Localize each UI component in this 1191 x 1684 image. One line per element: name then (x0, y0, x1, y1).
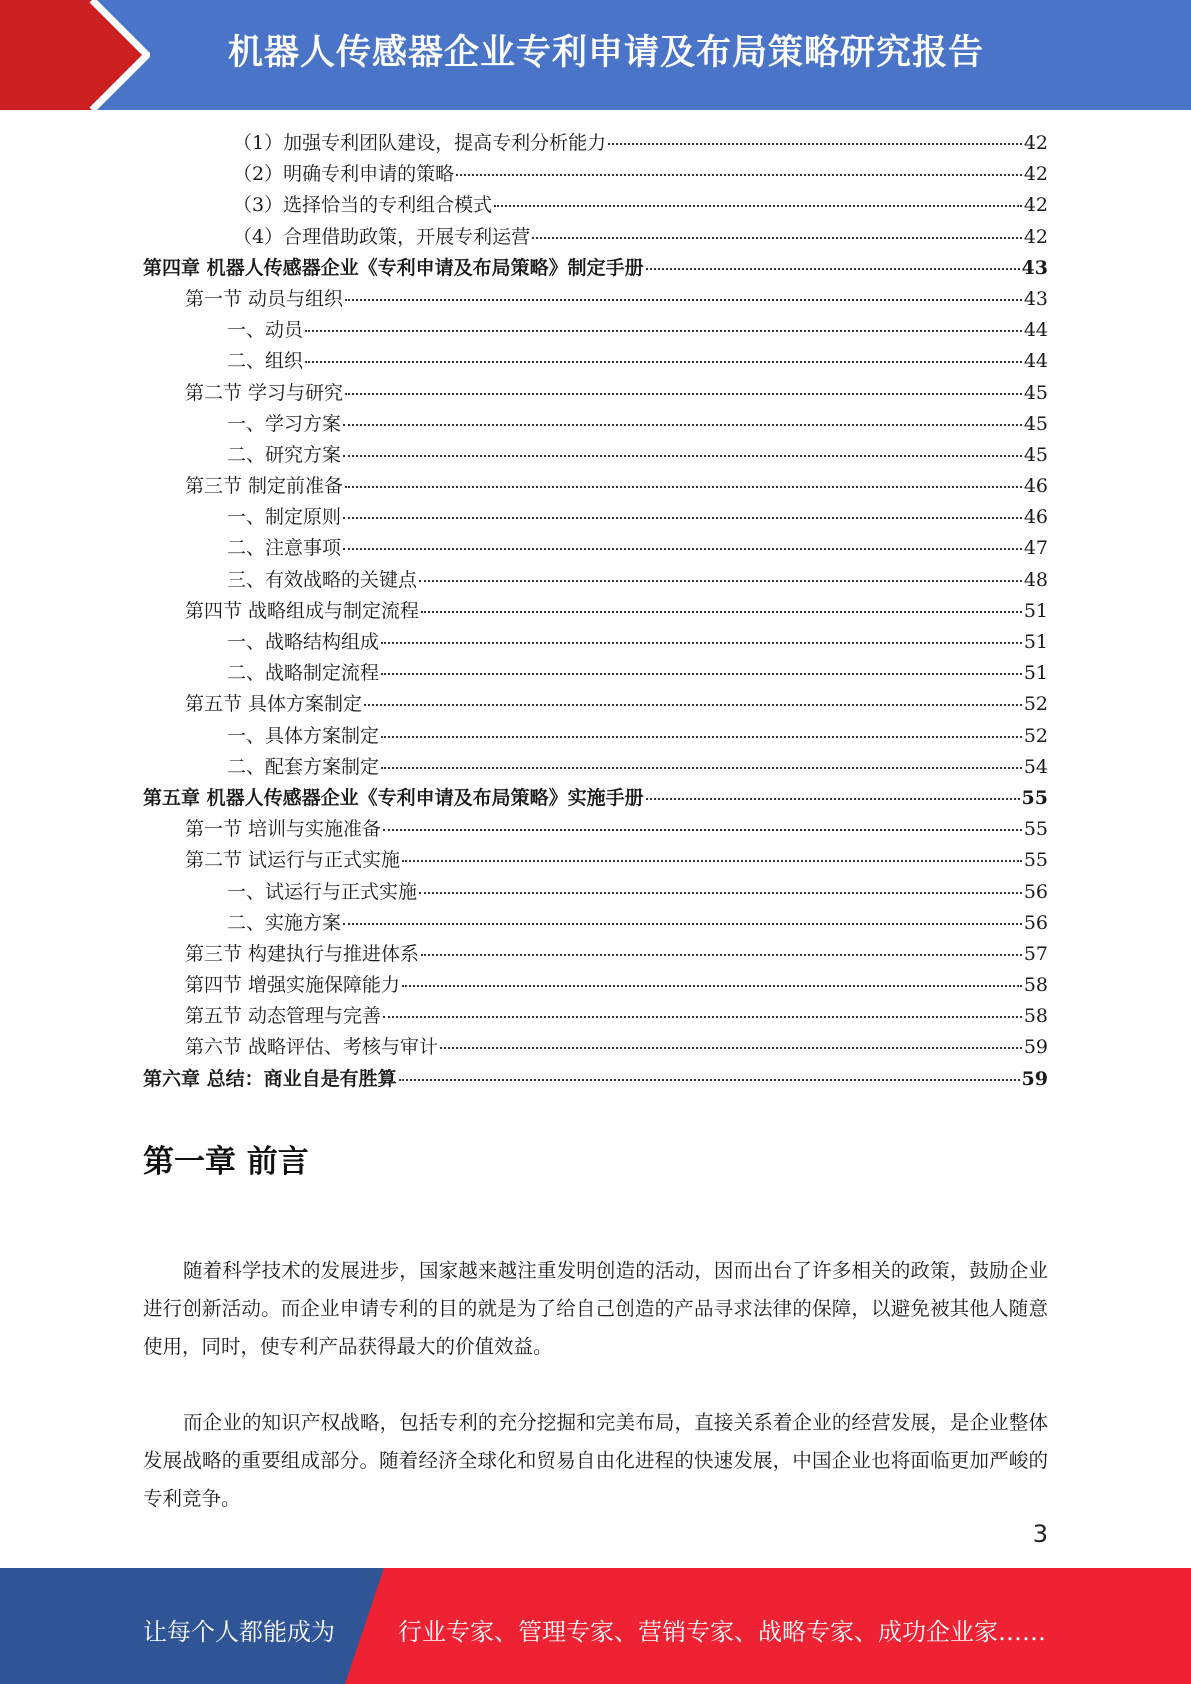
toc-entry-title: （3）选择恰当的专利组合模式 (233, 194, 493, 217)
chapter-heading: 第一章 前言 (143, 1144, 309, 1180)
toc-entry[interactable] (143, 471, 1048, 502)
header-banner (0, 0, 1191, 110)
toc-entry[interactable] (143, 1064, 1048, 1095)
toc-entry-page: 48 (1023, 568, 1048, 591)
toc-entry[interactable] (143, 284, 1048, 315)
body-paragraph: 而企业的知识产权战略，包括专利的充分挖掘和完美布局，直接关系着企业的经营发展，是企业整体发展战略的重要组成部分。随着经济全球化和贸易自由化进程的快速发展，中国企业也将面临更加严峻的专利竞争。 (143, 1410, 1048, 1510)
toc-entry-title: 二、注意事项 (227, 537, 342, 560)
toc-dot-leader (343, 454, 1022, 457)
toc-entry-page: 51 (1023, 631, 1048, 653)
toc-dot-leader (646, 797, 1020, 800)
toc-entry-title: 第四节 战略组成与制定流程 (185, 599, 420, 622)
toc-entry-title: 二、战略制定流程 (227, 662, 380, 685)
toc-dot-leader (421, 953, 1022, 956)
toc-dot-leader (419, 891, 1022, 894)
toc-entry-title: 第三节 制定前准备 (185, 475, 344, 498)
toc-entry-page: 51 (1023, 662, 1048, 685)
toc-entry-page: 55 (1023, 818, 1048, 841)
toc-entry-title: 一、动员 (227, 319, 304, 342)
toc-entry-page: 58 (1023, 1005, 1048, 1028)
toc-entry-page: 42 (1023, 132, 1048, 154)
toc-dot-leader (494, 204, 1022, 207)
toc-dot-leader (608, 142, 1022, 145)
page-number: 3 (1032, 1520, 1048, 1548)
toc-dot-leader (343, 547, 1022, 550)
toc-entry-page: 42 (1023, 194, 1048, 217)
toc-dot-leader (383, 1015, 1022, 1018)
toc-dot-leader (402, 984, 1022, 987)
toc-dot-leader (440, 1046, 1022, 1049)
toc-entry[interactable] (143, 1001, 1048, 1032)
toc-entry-title: 二、组织 (227, 350, 304, 373)
toc-dot-leader (381, 672, 1022, 675)
toc-entry[interactable] (143, 346, 1048, 377)
body-paragraph: 随着科学技术的发展进步，国家越来越注重发明创造的活动，因而出台了许多相关的政策，鼓励企业进行创新活动。而企业申请专利的目的就是为了给自己创造的产品寻求法律的保障，以避免被其他人随意使用，同时，使专利产品获得最大的价值效益。 (143, 1258, 1048, 1358)
toc-entry-page: 45 (1023, 381, 1048, 404)
toc-entry-title: 第五章 机器人传感器企业《专利申请及布局策略》实施手册 (143, 786, 644, 809)
toc-dot-leader (345, 485, 1022, 488)
toc-entry[interactable] (143, 159, 1048, 190)
toc-dot-leader (383, 828, 1022, 831)
toc-dot-leader (381, 766, 1022, 769)
toc-entry[interactable] (143, 877, 1048, 908)
toc-entry[interactable] (143, 502, 1048, 533)
toc-entry[interactable] (143, 908, 1048, 939)
toc-entry-title: 二、研究方案 (227, 443, 342, 466)
toc-entry[interactable] (143, 596, 1048, 627)
toc-entry[interactable] (143, 378, 1048, 409)
toc-entry-title: 第二节 学习与研究 (185, 381, 344, 404)
footer-slogan-left: 让每个人都能成为 (143, 1618, 335, 1646)
toc-dot-leader (399, 1078, 1020, 1081)
toc-dot-leader (343, 922, 1022, 925)
toc-entry-page: 57 (1023, 942, 1048, 965)
toc-entry-page: 52 (1023, 693, 1048, 716)
toc-entry[interactable] (143, 752, 1048, 783)
toc-entry-page: 59 (1023, 1036, 1048, 1059)
toc-entry-page: 46 (1023, 506, 1048, 529)
toc-entry[interactable] (143, 783, 1048, 814)
toc-entry-title: 第一节 培训与实施准备 (185, 818, 382, 841)
toc-entry-page: 54 (1023, 755, 1048, 778)
toc-entry-page: 59 (1021, 1067, 1048, 1090)
toc-entry[interactable] (143, 190, 1048, 221)
toc-entry[interactable] (143, 689, 1048, 720)
toc-entry-page: 47 (1023, 537, 1048, 560)
toc-entry[interactable] (143, 1032, 1048, 1063)
document-title: 机器人传感器企业专利申请及布局策略研究报告 (228, 33, 985, 73)
toc-entry[interactable] (143, 565, 1048, 596)
toc-entry[interactable] (143, 627, 1048, 658)
toc-dot-leader (532, 236, 1022, 239)
toc-entry-page: 52 (1023, 724, 1048, 747)
toc-entry[interactable] (143, 845, 1048, 876)
toc-entry-page: 45 (1023, 443, 1048, 466)
toc-entry-title: 三、有效战略的关键点 (227, 568, 418, 591)
toc-entry[interactable] (143, 409, 1048, 440)
toc-dot-leader (343, 423, 1022, 426)
toc-entry-title: （4）合理借助政策，开展专利运营 (233, 225, 531, 248)
table-of-contents (143, 128, 1048, 1095)
footer-banner (0, 1568, 1191, 1684)
toc-dot-leader (381, 735, 1022, 738)
toc-entry-title: 第五节 动态管理与完善 (185, 1005, 382, 1028)
toc-entry-title: 第一节 动员与组织 (185, 287, 344, 310)
toc-entry[interactable] (143, 970, 1048, 1001)
toc-entry-page: 58 (1023, 974, 1048, 997)
toc-entry-page: 51 (1023, 599, 1048, 622)
toc-dot-leader (456, 173, 1022, 176)
toc-entry-page: 56 (1023, 880, 1048, 903)
toc-entry-page: 42 (1023, 163, 1048, 186)
toc-entry-page: 45 (1023, 412, 1048, 435)
toc-dot-leader (364, 703, 1022, 706)
toc-entry[interactable] (143, 721, 1048, 752)
toc-entry[interactable] (143, 253, 1048, 284)
toc-entry[interactable] (143, 814, 1048, 845)
toc-entry-title: （1）加强专利团队建设，提高专利分析能力 (233, 132, 607, 154)
toc-entry[interactable] (143, 658, 1048, 689)
toc-entry[interactable] (143, 533, 1048, 564)
toc-entry-page: 44 (1023, 319, 1048, 342)
toc-entry-title: 第三节 构建执行与推进体系 (185, 942, 420, 965)
toc-entry-title: 一、试运行与正式实施 (227, 880, 418, 903)
toc-dot-leader (305, 329, 1022, 332)
toc-dot-leader (381, 641, 1022, 644)
toc-entry-title: 第五节 具体方案制定 (185, 693, 363, 716)
toc-entry-title: 第四章 机器人传感器企业《专利申请及布局策略》制定手册 (143, 256, 644, 279)
toc-entry-title: 二、配套方案制定 (227, 755, 380, 778)
toc-entry[interactable] (143, 128, 1048, 159)
toc-entry-title: 一、制定原则 (227, 506, 342, 529)
toc-entry-page: 43 (1023, 287, 1048, 310)
header-arrow-decoration (0, 0, 150, 110)
toc-dot-leader (343, 516, 1022, 519)
toc-dot-leader (345, 392, 1022, 395)
toc-entry-title: （2）明确专利申请的策略 (233, 163, 455, 186)
footer-slogan-right: 行业专家、管理专家、营销专家、战略专家、成功企业家…… (398, 1618, 1046, 1646)
toc-entry-page: 42 (1023, 225, 1048, 248)
toc-entry[interactable] (143, 440, 1048, 471)
toc-entry-page: 46 (1023, 475, 1048, 498)
toc-entry-title: 二、实施方案 (227, 911, 342, 934)
toc-entry-page: 56 (1023, 911, 1048, 934)
toc-entry-page: 43 (1021, 256, 1048, 279)
toc-entry-title: 一、学习方案 (227, 412, 342, 435)
toc-dot-leader (419, 579, 1022, 582)
toc-dot-leader (402, 859, 1022, 862)
toc-entry[interactable] (143, 315, 1048, 346)
toc-entry-page: 44 (1023, 350, 1048, 373)
toc-entry-title: 第二节 试运行与正式实施 (185, 849, 401, 872)
toc-dot-leader (345, 298, 1022, 301)
toc-dot-leader (421, 610, 1022, 613)
toc-entry-title: 一、战略结构组成 (227, 631, 380, 653)
toc-entry[interactable] (143, 939, 1048, 970)
toc-entry-page: 55 (1023, 849, 1048, 872)
toc-entry[interactable] (143, 222, 1048, 253)
toc-dot-leader (646, 267, 1020, 270)
toc-entry-title: 第六章 总结：商业自是有胜算 (143, 1067, 397, 1090)
toc-entry-page: 55 (1021, 786, 1048, 809)
toc-entry-title: 一、具体方案制定 (227, 724, 380, 747)
toc-dot-leader (305, 360, 1022, 363)
toc-entry-title: 第六节 战略评估、考核与审计 (185, 1036, 439, 1059)
toc-entry-title: 第四节 增强实施保障能力 (185, 974, 401, 997)
